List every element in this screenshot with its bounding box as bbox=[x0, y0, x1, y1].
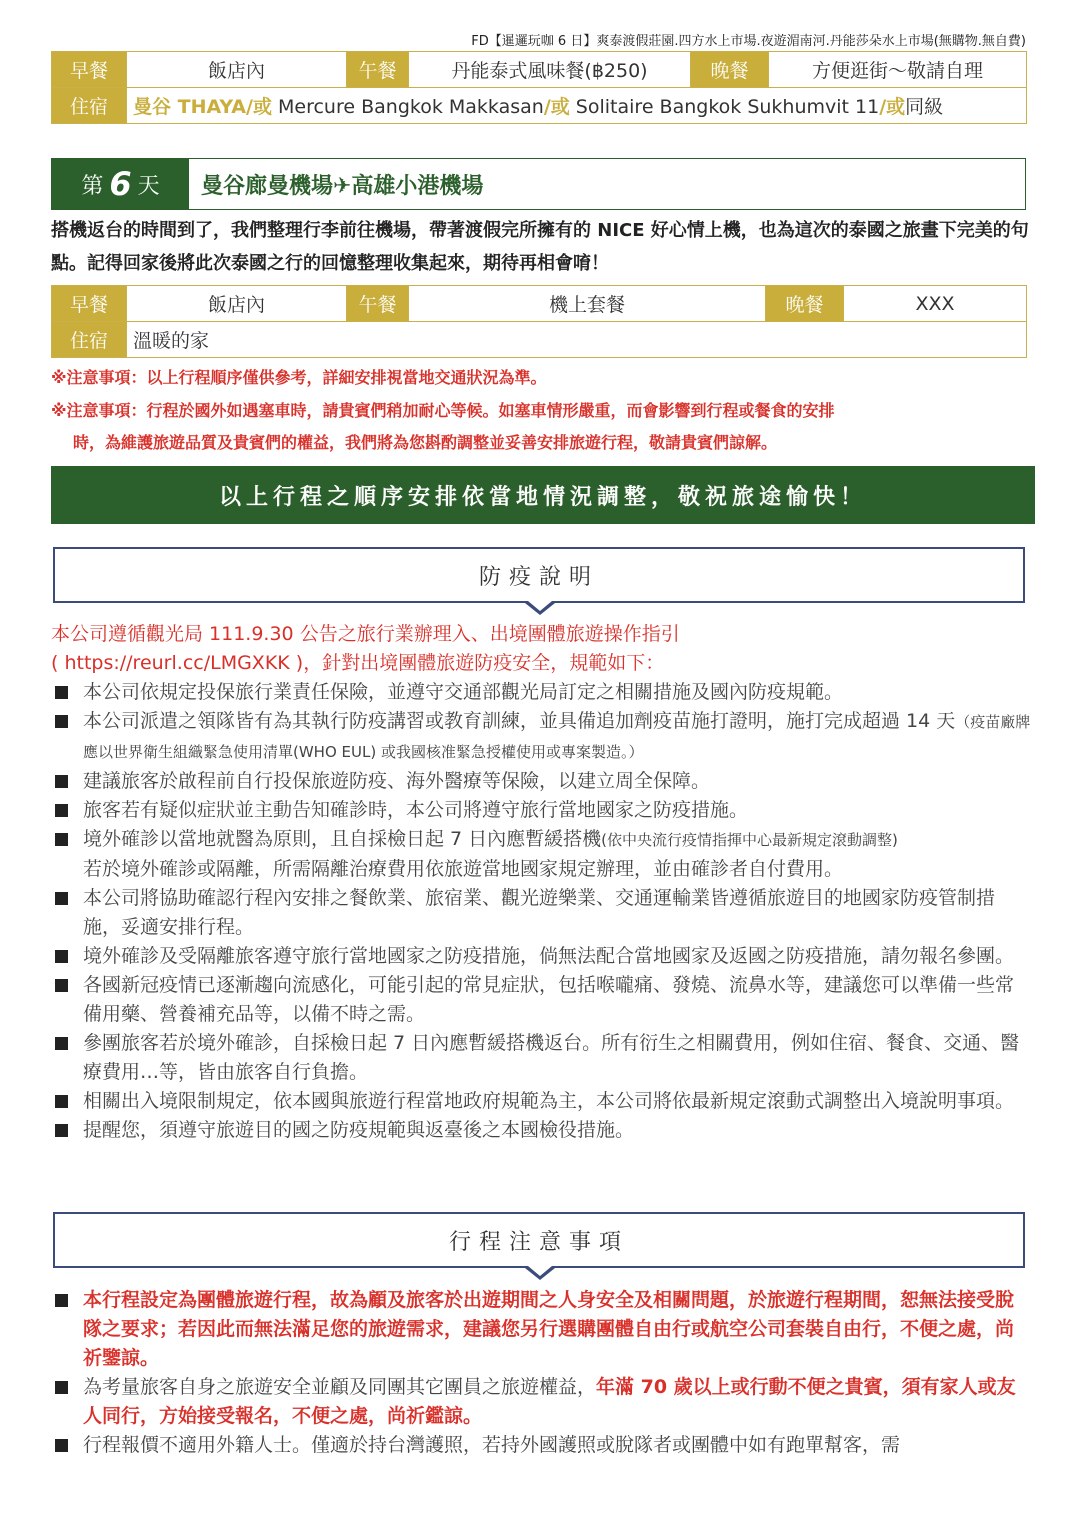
item-text: 境外確診以當地就醫為原則，且自採檢日起 7 日內應暫緩搭機 bbox=[83, 828, 602, 850]
day6-meal-table bbox=[51, 285, 1027, 358]
list-item bbox=[51, 1373, 1031, 1431]
closing-banner: 以上行程之順序安排依當地情況調整，敬祝旅途愉快！ bbox=[51, 466, 1035, 524]
day6-label bbox=[52, 159, 189, 209]
lodging-tail: 同級 bbox=[905, 96, 944, 118]
note-2-line2: 時，為維護旅遊品質及貴賓們的權益，我們將為您斟酌調整並妥善安排旅遊行程，敬請貴賓們諒解。 bbox=[73, 433, 778, 452]
day6-label-post: 天 bbox=[137, 173, 160, 199]
square-bullet-icon bbox=[55, 1294, 68, 1307]
day6-description: 搭機返台的時間到了，我們整理行李前往機場，帶著渡假完所擁有的 NICE 好心情上機，也為這次的泰國之旅畫下完美的句點。記得回家後將此次泰國之行的回憶整理收集起來，期待再相會唷！ bbox=[51, 220, 1029, 274]
item-text: 行程報價不適用外籍人士。僅適於持台灣護照，若持外國護照或脫隊者或團體中如有跑單幫客，需 bbox=[83, 1434, 901, 1456]
dinner-value: 方便逛街～敬請自理 bbox=[769, 52, 1027, 88]
list-item bbox=[51, 942, 1031, 971]
lunch-value: 丹能泰式風味餐(฿250) bbox=[409, 52, 691, 88]
square-bullet-icon bbox=[55, 775, 68, 788]
square-bullet-icon bbox=[55, 686, 68, 699]
epidemic-notch-inner bbox=[528, 601, 552, 611]
itinerary-notes-list bbox=[51, 1286, 1031, 1460]
list-item bbox=[51, 707, 1031, 767]
epidemic-intro bbox=[51, 620, 1031, 678]
breakfast-label: 早餐 bbox=[52, 52, 127, 88]
item-text: 提醒您，須遵守旅遊目的國之防疫規範與返臺後之本國檢役措施。 bbox=[83, 1119, 635, 1141]
list-item bbox=[51, 1029, 1031, 1087]
list-item bbox=[51, 971, 1031, 1029]
breakfast-value: 飯店內 bbox=[127, 286, 347, 322]
epidemic-intro-line1: 本公司遵循觀光局 111.9.30 公告之旅行業辦理入、出境團體旅遊操作指引 bbox=[51, 623, 680, 645]
item-text: 境外確診及受隔離旅客遵守旅行當地國家之防疫措施，倘無法配合當地國家及返國之防疫措施，請勿報名參團。 bbox=[83, 945, 1015, 967]
item-text: 參團旅客若於境外確診，自採檢日起 7 日內應暫緩搭機返台。所有衍生之相關費用，例如住宿、餐食、交通、醫療費用…等，皆由旅客自行負擔。 bbox=[83, 1032, 1020, 1083]
dinner-label: 晚餐 bbox=[691, 52, 769, 88]
item-text: 建議旅客於啟程前自行投保旅遊防疫、海外醫療等保險，以建立周全保障。 bbox=[83, 770, 711, 792]
lodging-or1: /或 bbox=[246, 96, 272, 118]
list-item bbox=[51, 767, 1031, 796]
list-item bbox=[51, 1087, 1031, 1116]
lodging-label: 住宿 bbox=[52, 88, 127, 124]
item-text: 本公司將協助確認行程內安排之餐飲業、旅宿業、觀光遊樂業、交通運輸業皆遵循旅遊目的地國家防疫管制措施，妥適安排行程。 bbox=[83, 887, 996, 938]
lunch-label: 午餐 bbox=[347, 52, 409, 88]
item-text: 本公司派遣之領隊皆有為其執行防疫講習或教育訓練，並具備追加劑疫苗施打證明，施打完成超過 14 天 bbox=[83, 710, 956, 732]
breakfast-value: 飯店內 bbox=[127, 52, 347, 88]
item-text: 本公司依規定投保旅行業責任保險，並遵守交通部觀光局訂定之相關措施及國內防疫規範。 bbox=[83, 681, 844, 703]
page-header: FD【暹邏玩咖 6 日】爽泰渡假莊園.四方水上市場.夜遊湄南河.丹能莎朵水上市場(無購物.無自費) bbox=[471, 34, 1026, 49]
epidemic-title: 防疫說明 bbox=[478, 564, 599, 590]
day6-label-pre: 第 bbox=[81, 173, 104, 199]
list-item bbox=[51, 796, 1031, 825]
square-bullet-icon bbox=[55, 833, 68, 846]
square-bullet-icon bbox=[55, 1037, 68, 1050]
lodging-value: 溫暖的家 bbox=[127, 322, 1027, 358]
lunch-label: 午餐 bbox=[347, 286, 409, 322]
day6-number: 6 bbox=[109, 165, 132, 203]
square-bullet-icon bbox=[55, 1124, 68, 1137]
item-text: 本行程設定為團體旅遊行程，故為顧及旅客於出遊期間之人身安全及相關問題，於旅遊行程期間，恕無法接受脫隊之要求；若因此而無法滿足您的旅遊需求，建議您另行選購團體自由行或航空公司套裝自由行，不便之處，尚祈鑒諒。 bbox=[83, 1289, 1015, 1369]
day6-header bbox=[51, 158, 1026, 210]
item-text: 相關出入境限制規定，依本國與旅遊行程當地政府規範為主，本公司將依最新規定滾動式調整出入境說明事項。 bbox=[83, 1090, 1015, 1112]
note-2-line1: ※注意事項：行程於國外如遇塞車時，請貴賓們稍加耐心等候。如塞車情形嚴重，而會影響到行程或餐食的安排 bbox=[51, 401, 835, 420]
lodging-h3: Solitaire Bangkok Sukhumvit 11 bbox=[569, 96, 880, 118]
lodging-h1: 曼谷 THAYA bbox=[133, 96, 247, 118]
list-item bbox=[51, 825, 1031, 884]
square-bullet-icon bbox=[55, 979, 68, 992]
epidemic-intro-line2: ( https://reurl.cc/LMGXKK )，針對出境團體旅遊防疫安全，規範如下： bbox=[51, 652, 665, 674]
dinner-value: XXX bbox=[844, 286, 1027, 322]
list-item bbox=[51, 1116, 1031, 1145]
square-bullet-icon bbox=[55, 1381, 68, 1394]
list-item bbox=[51, 1431, 1031, 1460]
epidemic-title-box bbox=[53, 547, 1025, 603]
square-bullet-icon bbox=[55, 892, 68, 905]
day6-title: 曼谷廊曼機場✈高雄小港機場 bbox=[201, 173, 484, 199]
item-small-text: (依中央流行疫情指揮中心最新規定滾動調整) bbox=[601, 831, 898, 849]
item-text-2: 若於境外確診或隔離，所需隔離治療費用依旅遊當地國家規定辦理，並由確診者自付費用。 bbox=[83, 858, 844, 880]
epidemic-list bbox=[51, 678, 1031, 1145]
itinerary-notch-inner bbox=[528, 1266, 552, 1276]
day5-meal-table bbox=[51, 51, 1027, 124]
lodging-label: 住宿 bbox=[52, 322, 127, 358]
square-bullet-icon bbox=[55, 715, 68, 728]
square-bullet-icon bbox=[55, 1439, 68, 1452]
square-bullet-icon bbox=[55, 950, 68, 963]
lunch-value: 機上套餐 bbox=[409, 286, 766, 322]
item-text-red: 年滿 70 歲以上或行動不便之貴賓，須有家人或友人同行，方始接受報名，不便之處，尚祈鑑諒。 bbox=[83, 1376, 1016, 1427]
dinner-label: 晚餐 bbox=[766, 286, 844, 322]
list-item bbox=[51, 884, 1031, 942]
lodging-or2: /或 bbox=[543, 96, 570, 118]
item-small-text: （疫苗廠牌應以世界衛生組織緊急使用清單(WHO EUL) 或我國核准緊急授權使用或專案製造。） bbox=[83, 713, 1031, 761]
lodging-or3: /或 bbox=[879, 96, 906, 118]
lodging-value bbox=[127, 88, 1027, 124]
itinerary-notes-title-box bbox=[53, 1212, 1025, 1268]
note-2 bbox=[51, 395, 1031, 459]
note-1: ※注意事項：以上行程順序僅供參考，詳細安排視當地交通狀況為準。 bbox=[51, 368, 547, 387]
item-text: 為考量旅客自身之旅遊安全並顧及同團其它團員之旅遊權益， bbox=[83, 1376, 597, 1398]
item-text: 各國新冠疫情已逐漸趨向流感化，可能引起的常見症狀，包括喉嚨痛、發燒、流鼻水等，建議您可以準備一些常備用藥、營養補充品等，以備不時之需。 bbox=[83, 974, 1015, 1025]
breakfast-label: 早餐 bbox=[52, 286, 127, 322]
list-item bbox=[51, 678, 1031, 707]
square-bullet-icon bbox=[55, 804, 68, 817]
itinerary-notes-title: 行程注意事項 bbox=[448, 1229, 629, 1255]
lodging-h2: Mercure Bangkok Makkasan bbox=[271, 96, 544, 118]
square-bullet-icon bbox=[55, 1095, 68, 1108]
item-text: 旅客若有疑似症狀並主動告知確診時，本公司將遵守旅行當地國家之防疫措施。 bbox=[83, 799, 749, 821]
list-item bbox=[51, 1286, 1031, 1373]
